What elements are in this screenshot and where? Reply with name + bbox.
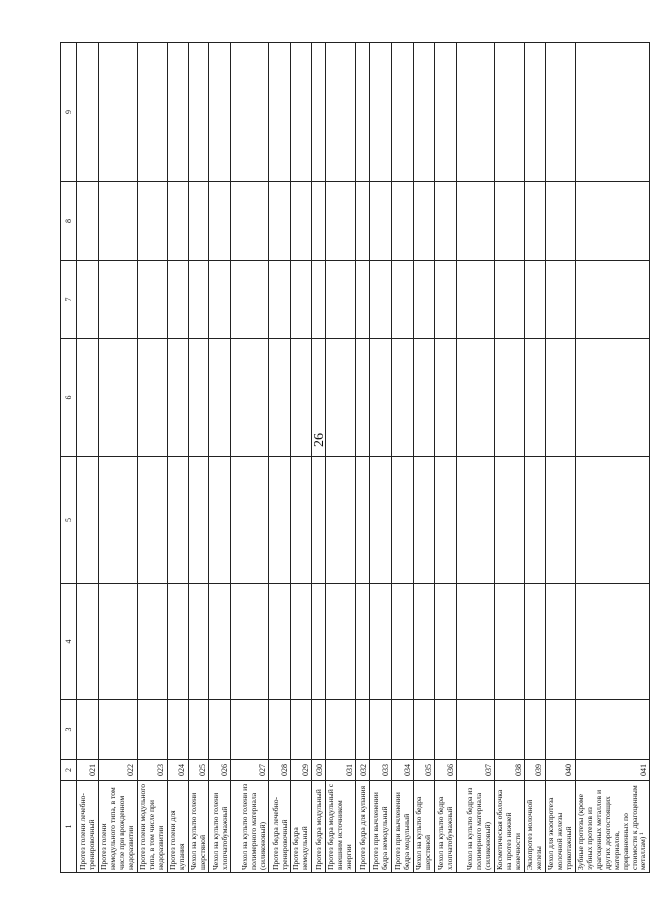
empty-cell <box>457 182 495 261</box>
item-name-cell: Экзопротез молочной железы <box>525 781 546 873</box>
empty-cell <box>545 339 575 457</box>
table-row <box>545 43 575 873</box>
empty-cell <box>77 700 99 760</box>
empty-cell <box>137 43 167 182</box>
empty-cell <box>188 457 209 584</box>
empty-cell <box>356 457 370 584</box>
empty-cell <box>575 261 650 339</box>
empty-cell <box>545 700 575 760</box>
table-header-row <box>61 43 77 873</box>
empty-cell <box>209 339 231 457</box>
empty-cell <box>312 182 326 261</box>
empty-cell <box>269 261 291 339</box>
empty-cell <box>167 584 188 700</box>
empty-cell <box>209 43 231 182</box>
empty-cell <box>495 584 525 700</box>
line-code-cell: 021 <box>77 760 99 781</box>
empty-cell <box>291 584 312 700</box>
empty-cell <box>209 700 231 760</box>
line-code-cell: 038 <box>495 760 525 781</box>
empty-cell <box>525 182 546 261</box>
column-header: 5 <box>61 457 77 584</box>
empty-cell <box>231 261 269 339</box>
item-name-cell: Чехол на культю бедра из полимерного материала (силиконовый) <box>457 781 495 873</box>
column-header: 2 <box>61 760 77 781</box>
empty-cell <box>392 584 414 700</box>
table-row <box>188 43 209 873</box>
empty-cell <box>269 457 291 584</box>
empty-cell <box>392 457 414 584</box>
column-header: 1 <box>61 781 77 873</box>
item-name-cell: Протез голени для купания <box>167 781 188 873</box>
empty-cell <box>545 261 575 339</box>
empty-cell <box>326 584 356 700</box>
page-number: 26 <box>312 433 327 447</box>
empty-cell <box>326 43 356 182</box>
item-name-cell: Протез голени лечебно-тренировочный <box>77 781 99 873</box>
empty-cell <box>370 584 392 700</box>
empty-cell <box>575 700 650 760</box>
item-name-cell: Протез голени немодульного типа, в том числе при врожденном недоразвитии <box>99 781 138 873</box>
empty-cell <box>231 339 269 457</box>
table-row <box>356 43 370 873</box>
empty-cell <box>525 261 546 339</box>
empty-cell <box>167 339 188 457</box>
empty-cell <box>435 457 457 584</box>
line-code-cell: 031 <box>326 760 356 781</box>
line-code-cell: 041 <box>575 760 650 781</box>
empty-cell <box>167 261 188 339</box>
table-row <box>370 43 392 873</box>
empty-cell <box>269 43 291 182</box>
empty-cell <box>495 339 525 457</box>
empty-cell <box>312 339 326 457</box>
empty-cell <box>137 182 167 261</box>
empty-cell <box>291 43 312 182</box>
empty-cell <box>269 182 291 261</box>
empty-cell <box>167 182 188 261</box>
empty-cell <box>457 584 495 700</box>
line-code-cell: 033 <box>370 760 392 781</box>
empty-cell <box>356 182 370 261</box>
table-wrapper <box>60 43 648 873</box>
empty-cell <box>209 182 231 261</box>
empty-cell <box>291 182 312 261</box>
empty-cell <box>312 457 326 584</box>
item-name-cell: Зубные протезы (кроме зубных протезов из драгоценных металлов и других дорогостоящих материалов, приравненных по стоимости к драгоценным металлам) ¹ <box>575 781 650 873</box>
table-row <box>231 43 269 873</box>
empty-cell <box>457 457 495 584</box>
table-row <box>414 43 435 873</box>
empty-cell <box>392 700 414 760</box>
table-row <box>392 43 414 873</box>
empty-cell <box>99 339 138 457</box>
empty-cell <box>312 700 326 760</box>
empty-cell <box>326 700 356 760</box>
empty-cell <box>231 43 269 182</box>
empty-cell <box>435 339 457 457</box>
empty-cell <box>209 457 231 584</box>
empty-cell <box>312 43 326 182</box>
empty-cell <box>99 182 138 261</box>
empty-cell <box>457 261 495 339</box>
empty-cell <box>414 261 435 339</box>
empty-cell <box>137 261 167 339</box>
table-row <box>167 43 188 873</box>
empty-cell <box>370 182 392 261</box>
empty-cell <box>99 43 138 182</box>
empty-cell <box>392 182 414 261</box>
item-name-cell: Чехол на культю бедра хлопчатобумажный <box>435 781 457 873</box>
empty-cell <box>167 43 188 182</box>
empty-cell <box>414 700 435 760</box>
empty-cell <box>326 457 356 584</box>
item-name-cell: Протез при вычленении бедра модульный <box>392 781 414 873</box>
empty-cell <box>545 43 575 182</box>
empty-cell <box>99 584 138 700</box>
line-code-cell: 037 <box>457 760 495 781</box>
line-code-cell: 035 <box>414 760 435 781</box>
column-header: 8 <box>61 182 77 261</box>
empty-cell <box>370 339 392 457</box>
empty-cell <box>392 43 414 182</box>
empty-cell <box>77 584 99 700</box>
line-code-cell: 032 <box>356 760 370 781</box>
item-name-cell: Чехол на культю голени хлопчатобумажный <box>209 781 231 873</box>
table-row <box>269 43 291 873</box>
rotated-table-area <box>60 43 648 873</box>
empty-cell <box>435 700 457 760</box>
table-row <box>99 43 138 873</box>
empty-cell <box>495 700 525 760</box>
table-row <box>525 43 546 873</box>
empty-cell <box>137 584 167 700</box>
empty-cell <box>188 182 209 261</box>
empty-cell <box>392 261 414 339</box>
empty-cell <box>414 339 435 457</box>
empty-cell <box>457 43 495 182</box>
empty-cell <box>370 43 392 182</box>
column-header: 9 <box>61 43 77 182</box>
item-name-cell: Протез бедра лечебно-тренировочный <box>269 781 291 873</box>
empty-cell <box>370 700 392 760</box>
empty-cell <box>77 182 99 261</box>
empty-cell <box>231 182 269 261</box>
empty-cell <box>77 43 99 182</box>
column-header: 3 <box>61 700 77 760</box>
table-row <box>435 43 457 873</box>
empty-cell <box>414 182 435 261</box>
empty-cell <box>495 457 525 584</box>
line-code-cell: 040 <box>545 760 575 781</box>
line-code-cell: 028 <box>269 760 291 781</box>
table-row <box>312 43 326 873</box>
table-row <box>457 43 495 873</box>
empty-cell <box>188 584 209 700</box>
empty-cell <box>495 261 525 339</box>
empty-cell <box>356 261 370 339</box>
empty-cell <box>209 261 231 339</box>
column-header: 4 <box>61 584 77 700</box>
item-name-cell: Протез бедра модульный с внешним источником энергии <box>326 781 356 873</box>
empty-cell <box>545 457 575 584</box>
item-name-cell: Чехол на культю бедра шерстяной <box>414 781 435 873</box>
line-code-cell: 034 <box>392 760 414 781</box>
empty-cell <box>291 700 312 760</box>
empty-cell <box>137 457 167 584</box>
empty-cell <box>356 43 370 182</box>
empty-cell <box>525 584 546 700</box>
empty-cell <box>99 457 138 584</box>
empty-cell <box>209 584 231 700</box>
empty-cell <box>575 182 650 261</box>
item-name-cell: Протез бедра для купания <box>356 781 370 873</box>
line-code-cell: 024 <box>167 760 188 781</box>
table-row <box>495 43 525 873</box>
empty-cell <box>435 43 457 182</box>
empty-cell <box>291 457 312 584</box>
table-row <box>291 43 312 873</box>
empty-cell <box>231 457 269 584</box>
empty-cell <box>525 700 546 760</box>
column-header: 7 <box>61 261 77 339</box>
empty-cell <box>137 700 167 760</box>
empty-cell <box>414 43 435 182</box>
empty-cell <box>525 457 546 584</box>
empty-cell <box>495 43 525 182</box>
item-name-cell: Протез бедра немодульный <box>291 781 312 873</box>
empty-cell <box>167 457 188 584</box>
item-name-cell: Протез бедра модульный <box>312 781 326 873</box>
empty-cell <box>326 339 356 457</box>
empty-cell <box>326 261 356 339</box>
empty-cell <box>231 584 269 700</box>
empty-cell <box>312 261 326 339</box>
empty-cell <box>269 339 291 457</box>
empty-cell <box>525 43 546 182</box>
empty-cell <box>575 457 650 584</box>
empty-cell <box>370 261 392 339</box>
table-body <box>77 43 650 873</box>
line-code-cell: 022 <box>99 760 138 781</box>
empty-cell <box>99 700 138 760</box>
empty-cell <box>392 339 414 457</box>
empty-cell <box>269 700 291 760</box>
empty-cell <box>370 457 392 584</box>
line-code-cell: 036 <box>435 760 457 781</box>
empty-cell <box>356 584 370 700</box>
table-row <box>137 43 167 873</box>
item-name-cell: Протез при вычленении бедра немодульный <box>370 781 392 873</box>
empty-cell <box>356 339 370 457</box>
line-code-cell: 023 <box>137 760 167 781</box>
empty-cell <box>414 457 435 584</box>
line-code-cell: 027 <box>231 760 269 781</box>
empty-cell <box>457 700 495 760</box>
empty-cell <box>575 584 650 700</box>
empty-cell <box>525 339 546 457</box>
line-code-cell: 029 <box>291 760 312 781</box>
empty-cell <box>435 584 457 700</box>
empty-cell <box>435 182 457 261</box>
table-row <box>77 43 99 873</box>
line-code-cell: 039 <box>525 760 546 781</box>
empty-cell <box>545 584 575 700</box>
empty-cell <box>326 182 356 261</box>
table-row <box>209 43 231 873</box>
empty-cell <box>291 261 312 339</box>
empty-cell <box>457 339 495 457</box>
item-name-cell: Протез голени модульного типа, в том числе при недоразвитии <box>137 781 167 873</box>
empty-cell <box>167 700 188 760</box>
empty-cell <box>291 339 312 457</box>
empty-cell <box>137 339 167 457</box>
empty-cell <box>312 584 326 700</box>
column-header: 6 <box>61 339 77 457</box>
empty-cell <box>435 261 457 339</box>
empty-cell <box>188 43 209 182</box>
item-name-cell: Чехол на культю голени шерстяной <box>188 781 209 873</box>
empty-cell <box>269 584 291 700</box>
empty-cell <box>77 457 99 584</box>
empty-cell <box>99 261 138 339</box>
item-name-cell: Чехол для экзопротеза молочной железы трикотажный <box>545 781 575 873</box>
table-row <box>326 43 356 873</box>
empty-cell <box>188 700 209 760</box>
empty-cell <box>495 182 525 261</box>
empty-cell <box>188 261 209 339</box>
empty-cell <box>545 182 575 261</box>
empty-cell <box>575 339 650 457</box>
item-name-cell: Чехол на культю голени из полимерного материала (силиконовый) <box>231 781 269 873</box>
empty-cell <box>356 700 370 760</box>
empty-cell <box>77 339 99 457</box>
empty-cell <box>77 261 99 339</box>
empty-cell <box>231 700 269 760</box>
empty-cell <box>188 339 209 457</box>
data-table <box>60 42 650 873</box>
line-code-cell: 026 <box>209 760 231 781</box>
empty-cell <box>575 43 650 182</box>
line-code-cell: 030 <box>312 760 326 781</box>
item-name-cell: Косметическая оболочка на протез нижней конечности <box>495 781 525 873</box>
table-row <box>575 43 650 873</box>
line-code-cell: 025 <box>188 760 209 781</box>
empty-cell <box>414 584 435 700</box>
